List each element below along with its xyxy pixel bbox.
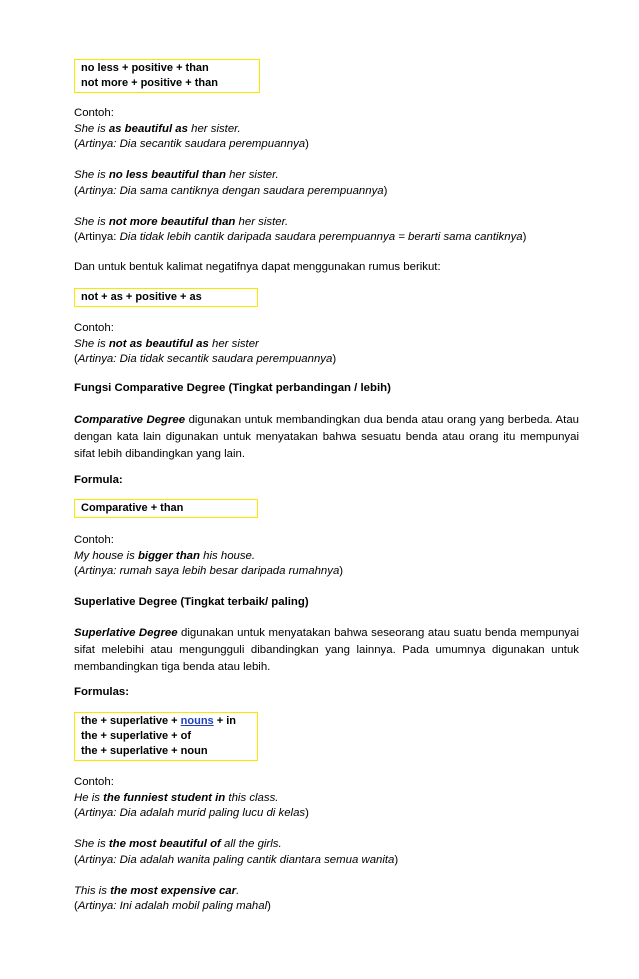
formula-box-superlative xyxy=(74,712,258,761)
formula-box-no-less-not-more xyxy=(74,59,260,93)
superlative-heading xyxy=(74,595,579,611)
translation: (Artinya: Dia adalah murid paling lucu di kelas) xyxy=(74,807,309,819)
example-sentence: This is the most expensive car. xyxy=(74,884,240,897)
example-block-2 xyxy=(74,321,579,368)
comparative-body: digunakan untuk membandingkan dua benda atau orang yang berbeda. Atau dengan kata lain digunakan untuk menyatakan bahwa sesuatu benda atau orang itu mempunyai sifat lebih dibandingkan yang lain. xyxy=(74,414,579,461)
comparative-heading xyxy=(74,381,579,397)
example-sentence: She is not more beautiful than her sister. xyxy=(74,215,289,228)
spacer xyxy=(74,822,579,838)
contoh-label: Contoh: xyxy=(74,322,114,334)
superlative-body: digunakan untuk menyatakan bahwa seseorang atau suatu benda mempunyai sifat melebihi atau mengungguli dibandingkan yang lainnya. Pada umumnya digunakan untuk membandingkan tiga benda atau lebih. xyxy=(74,627,579,674)
example-block-3 xyxy=(74,533,579,580)
superlative-description xyxy=(74,625,579,677)
superlative-heading-text: Superlative Degree (Tingkat terbaik/ paling) xyxy=(74,596,309,608)
formula-line: Comparative + than xyxy=(81,502,184,514)
comparative-term: Comparative Degree xyxy=(74,414,186,426)
example-block-1 xyxy=(74,106,579,246)
contoh-label: Contoh: xyxy=(74,534,114,546)
example-sentence: She is the most beautiful of all the girls. xyxy=(74,838,282,850)
example-sentence: She is as beautiful as her sister. xyxy=(74,122,241,135)
formula-line: not + as + positive + as xyxy=(81,291,202,303)
translation: (Artinya: Dia adalah wanita paling cantik diantara semua wanita) xyxy=(74,853,399,866)
formula-label xyxy=(74,473,579,489)
formula-box-not-as xyxy=(74,288,258,307)
example-sentence: He is the funniest student in this class. xyxy=(74,791,279,804)
formula-line: the + superlative + nouns + in xyxy=(81,715,236,727)
formulas-label-text: Formulas: xyxy=(74,686,130,698)
example-sentence: She is not as beautiful as her sister xyxy=(74,337,259,350)
negative-intro xyxy=(74,260,579,276)
example-block-4 xyxy=(74,775,579,915)
formula-line: no less + positive + than xyxy=(81,62,209,74)
nouns-link[interactable]: nouns xyxy=(180,715,214,727)
translation: (Artinya: Dia secantik saudara perempuannya) xyxy=(74,138,309,150)
formulas-label xyxy=(74,685,579,701)
formula-box-comparative xyxy=(74,499,258,518)
superlative-term: Superlative Degree xyxy=(74,627,178,639)
formula-label-text: Formula: xyxy=(74,474,123,486)
spacer xyxy=(74,199,579,215)
contoh-label: Contoh: xyxy=(74,776,114,788)
contoh-label: Contoh: xyxy=(74,107,114,119)
comparative-heading-text: Fungsi Comparative Degree (Tingkat perbandingan / lebih) xyxy=(74,382,391,394)
spacer xyxy=(74,153,579,169)
negative-intro-text: Dan untuk bentuk kalimat negatifnya dapat menggunakan rumus berikut: xyxy=(74,261,441,273)
formula-line: the + superlative + noun xyxy=(81,745,208,757)
formula-line: not more + positive + than xyxy=(81,77,218,89)
translation: (Artinya: Dia tidak lebih cantik daripada saudara perempuannya = berarti sama cantiknya) xyxy=(74,231,527,243)
example-sentence: She is no less beautiful than her sister. xyxy=(74,169,279,181)
translation: (Artinya: Dia tidak secantik saudara perempuannya) xyxy=(74,353,337,365)
formula-line: the + superlative + of xyxy=(81,730,192,742)
spacer xyxy=(74,868,579,884)
comparative-description xyxy=(74,412,579,464)
example-sentence: My house is bigger than his house. xyxy=(74,549,256,562)
translation: (Artinya: rumah saya lebih besar daripada rumahnya) xyxy=(74,565,344,577)
translation: (Artinya: Ini adalah mobil paling mahal) xyxy=(74,900,271,912)
translation: (Artinya: Dia sama cantiknya dengan saudara perempuannya) xyxy=(74,184,388,197)
